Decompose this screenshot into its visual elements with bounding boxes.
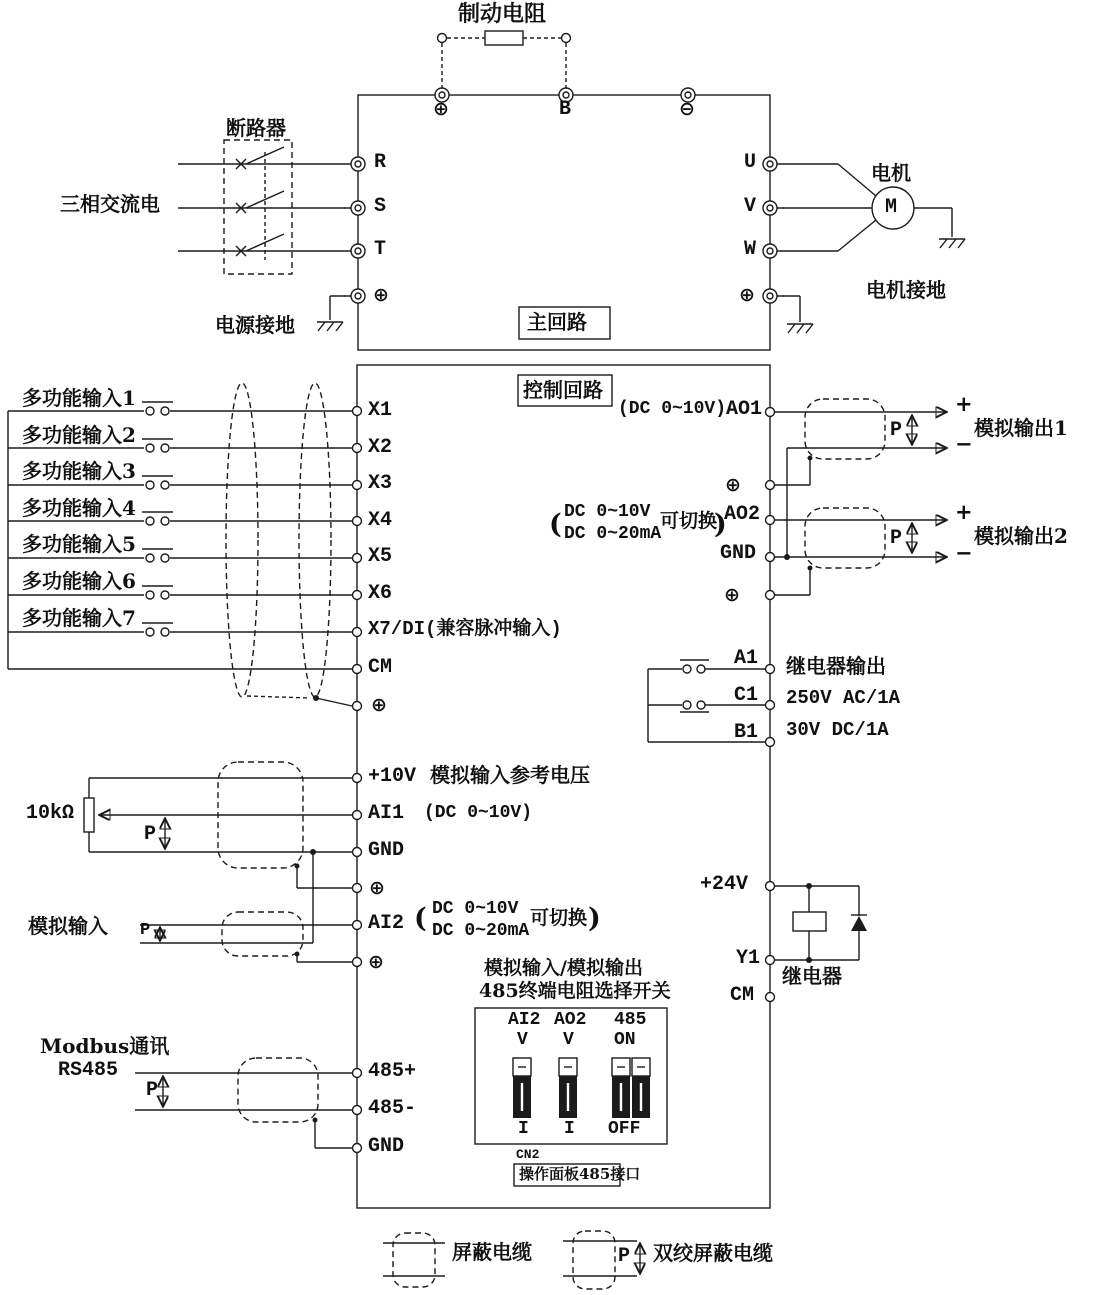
relay-rating-dc: 30V DC/1A — [786, 719, 889, 741]
legend-p-label: P — [618, 1245, 631, 1268]
dip-switch-ai2 — [513, 1058, 531, 1118]
input-label-6: 多功能输入6 — [22, 569, 136, 593]
input-label-7: 多功能输入7 — [22, 606, 136, 630]
ao1-range-prefix: (DC 0~10V) — [618, 399, 727, 419]
ai2-paren-open: ( — [414, 903, 427, 934]
analog-output-2 — [774, 508, 946, 595]
dip-on-label: ON — [614, 1030, 636, 1050]
terminal-w-label: W — [744, 238, 757, 261]
terminal-cm2-label: CM — [730, 984, 755, 1007]
dc-minus-terminal-icon: ⊖ — [679, 98, 695, 120]
dip-off-label: OFF — [608, 1119, 641, 1139]
terminal-gnd2-label: GND — [720, 542, 757, 565]
twisted-pair-p: P — [890, 419, 903, 442]
ai2-range-line2: DC 0~20mA — [432, 921, 530, 941]
dip-col-485: 485 — [614, 1010, 647, 1030]
input-label-4: 多功能输入4 — [22, 496, 136, 520]
circuit-breaker — [178, 140, 351, 274]
twisted-pair-p: P — [890, 527, 903, 550]
terminal-gnd-label: GND — [368, 839, 405, 862]
pot-label: 10kΩ — [26, 802, 75, 825]
dip-switch-ao2 — [559, 1058, 577, 1118]
pe-ground-icon: ⊕ — [371, 694, 387, 716]
terminal-485m-label: 485- — [368, 1097, 417, 1120]
analog-output1-label: 模拟输出1 — [974, 416, 1068, 440]
analog-input-1 — [84, 762, 352, 943]
analog-ref-desc: 模拟输入参考电压 — [430, 763, 590, 787]
terminal-cm-label: CM — [368, 656, 393, 679]
twisted-pair-p: P — [146, 1079, 159, 1102]
input-switch — [142, 623, 173, 636]
analog-input-2 — [140, 912, 352, 962]
terminal-b1-label: B1 — [734, 721, 759, 744]
input-label-2: 多功能输入2 — [22, 423, 136, 447]
out2-minus: − — [955, 541, 973, 565]
terminal-x1-label: X1 — [368, 399, 393, 422]
motor-m-label: M — [885, 196, 898, 219]
legend-shielded-label: 屏蔽电缆 — [452, 1240, 532, 1264]
input-switch — [142, 512, 173, 525]
power-ground — [317, 296, 351, 331]
input-switch — [142, 586, 173, 599]
out1-minus: − — [955, 432, 973, 456]
twisted-pair-p: P — [144, 823, 157, 846]
relay-rating-ac: 250V AC/1A — [786, 687, 901, 709]
terminal-x6-label: X6 — [368, 582, 393, 605]
power-ground-label: 电源接地 — [215, 313, 295, 337]
terminal-10v-label: +10V — [368, 765, 417, 788]
dip-col-ao2: AO2 — [554, 1010, 587, 1030]
ao2-switchable-label: 可切换 — [660, 510, 718, 532]
dip-i1-label: I — [518, 1119, 529, 1139]
braking-resistor-circuit — [438, 31, 571, 88]
modbus-label-line2: RS485 — [58, 1059, 119, 1082]
twisted-pair-p: P — [140, 921, 151, 940]
terminal-ai2-label: AI2 — [368, 912, 405, 935]
three-phase-label: 三相交流电 — [60, 192, 160, 216]
ao2-paren-open: ( — [549, 509, 562, 540]
terminal-ao2-label: AO2 — [724, 503, 761, 526]
terminal-ao1-label: AO1 — [726, 398, 763, 421]
terminal-x7-label: X7/DI(兼容脉冲输入) — [368, 618, 562, 640]
dip-v1-label: V — [517, 1030, 528, 1050]
input-switch — [142, 549, 173, 562]
dip-title-line1: 模拟输入/模拟输出 — [484, 957, 643, 979]
analog-output2-label: 模拟输出2 — [974, 524, 1068, 548]
terminal-x3-label: X3 — [368, 472, 393, 495]
ao2-paren-close: ) — [714, 509, 727, 540]
input-label-5: 多功能输入5 — [22, 532, 136, 556]
out2-plus: + — [955, 500, 973, 524]
dip-i2-label: I — [564, 1119, 575, 1139]
relay-output-label: 继电器输出 — [786, 654, 886, 678]
rs485-wires — [135, 1058, 352, 1148]
terminal-b-label: B — [559, 98, 572, 121]
out1-plus: + — [955, 392, 973, 416]
terminal-t-label: T — [374, 238, 387, 261]
motor-label: 电机 — [871, 161, 911, 185]
breaker-label: 断路器 — [226, 116, 286, 140]
relay-24v-circuit — [774, 883, 867, 963]
pe-ground-icon: ⊕ — [724, 584, 740, 606]
terminal-x5-label: X5 — [368, 545, 393, 568]
earth-terminal-icon: ⊕ — [725, 474, 741, 496]
legend-twisted-label: 双绞屏蔽电缆 — [653, 1241, 773, 1265]
motor-circuit — [777, 161, 965, 333]
earth-terminal-icon: ⊕ — [368, 951, 384, 973]
terminal-24v-label: +24V — [700, 873, 749, 896]
relay-label: 继电器 — [782, 964, 842, 988]
input-switch — [142, 476, 173, 489]
ao2-range-line1: DC 0~10V — [564, 502, 651, 522]
ai1-range-desc: (DC 0~10V) — [424, 803, 533, 823]
motor-ground-label: 电机接地 — [866, 278, 946, 302]
ao2-range-line2: DC 0~20mA — [564, 524, 662, 544]
dc-plus-terminal-icon: ⊕ — [433, 98, 449, 120]
terminal-485p-label: 485+ — [368, 1060, 417, 1083]
pe-ground-icon: ⊕ — [739, 284, 755, 306]
terminal-s-label: S — [374, 195, 387, 218]
input-label-3: 多功能输入3 — [22, 459, 136, 483]
dip-title-line2: 485终端电阻选择开关 — [479, 980, 671, 1002]
input-label-1: 多功能输入1 — [22, 386, 136, 410]
ai2-paren-close: ) — [588, 903, 601, 934]
pe-ground-icon: ⊕ — [373, 284, 389, 306]
pe-ground-icon: ⊕ — [369, 877, 385, 899]
terminal-ai1-label: AI1 — [368, 802, 405, 825]
input-switch — [142, 439, 173, 452]
analog-output-1 — [774, 399, 946, 557]
terminal-r-label: R — [374, 151, 387, 174]
dip-switch-485 — [612, 1058, 650, 1118]
terminal-gnd3-label: GND — [368, 1135, 405, 1158]
modbus-label-line1: Modbus通讯 — [40, 1034, 170, 1058]
terminal-v-label: V — [744, 195, 757, 218]
terminal-x4-label: X4 — [368, 509, 393, 532]
dip-v2-label: V — [563, 1030, 574, 1050]
cn2-label: CN2 — [516, 1147, 540, 1162]
terminal-c1-label: C1 — [734, 684, 759, 707]
terminal-a1-label: A1 — [734, 647, 759, 670]
ai2-range-line1: DC 0~10V — [432, 899, 519, 919]
input-switch — [142, 402, 173, 415]
control-circuit-label: 控制回路 — [523, 378, 603, 402]
braking-resistor-label: 制动电阻 — [458, 1, 547, 27]
main-circuit-box — [358, 95, 770, 406]
terminal-y1-label: Y1 — [736, 947, 761, 970]
terminal-u-label: U — [744, 151, 757, 174]
analog-input-label: 模拟输入 — [28, 914, 108, 938]
terminal-x2-label: X2 — [368, 436, 393, 459]
panel-485-label: 操作面板485接口 — [519, 1165, 641, 1183]
ai2-switchable-label: 可切换 — [530, 907, 588, 929]
main-circuit-label: 主回路 — [527, 310, 587, 334]
dip-col-ai2: AI2 — [508, 1010, 541, 1030]
